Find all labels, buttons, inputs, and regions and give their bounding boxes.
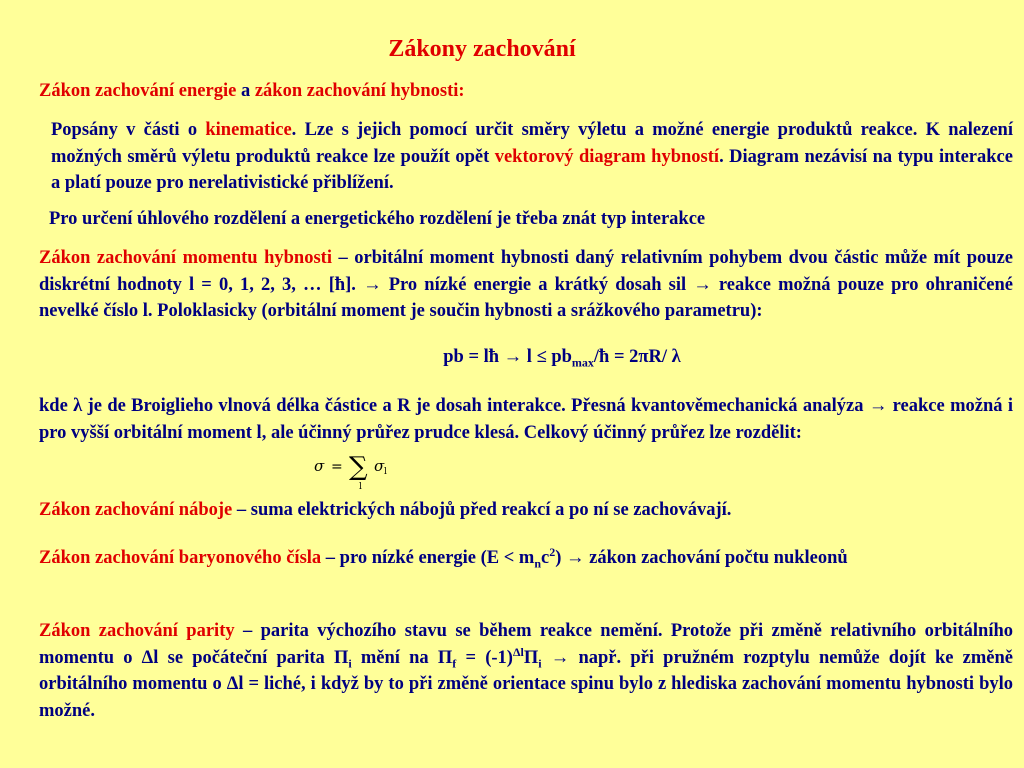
parity-sup-delta-l: Δl: [512, 644, 524, 659]
sigma-equals: =: [331, 459, 343, 475]
energy-connector: a: [236, 81, 255, 101]
parity-text-5: → např. při pružném rozptylu nemůže dojít ke změně orbitálního momentu o Δl = liché, i když by to při změně orientace spinu bylo z hlediska zachování momentu hybnosti bylo možné.: [39, 647, 1014, 721]
energy-law-label: Zákon zachování energie: [39, 81, 237, 101]
formula-pb-part-2: /ħ = 2πR/ λ: [593, 347, 681, 367]
sigma-rhs: σ: [374, 457, 385, 475]
charge-law-text: – suma elektrických nábojů před reakcí a po ní se zachovávají.: [232, 500, 732, 520]
parity-conservation-paragraph: [39, 618, 1013, 724]
parity-text-2: mění na Π: [351, 647, 453, 668]
parity-law-label: Zákon zachování parity: [39, 621, 235, 641]
baryon-text-3: ) → zákon zachování počtu nukleonů: [555, 548, 848, 568]
sigma-lhs: σ: [314, 457, 325, 475]
parity-text-1: – parita výchozího stavu se během reakce nemění. Protože při změně relativního orbitálního momentu o Δl se počáteční parita Π: [39, 621, 1013, 668]
baryon-superscript: 2: [549, 544, 556, 559]
angular-momentum-law-label: Zákon zachování momentu hybnosti: [39, 248, 332, 268]
baryon-text-1: – pro nízké energie (E < m: [321, 548, 535, 568]
energy-momentum-heading: [39, 79, 465, 103]
formula-pb-part-1: pb = lħ → l ≤ pb: [443, 347, 572, 367]
kinematics-text-3: . Diagram nezávisí na typu interakce a platí pouze pro nerelativistické přiblížení.: [51, 146, 1013, 193]
page-title: Zákony zachování: [388, 36, 576, 62]
angular-momentum-text: – orbitální moment hybnosti daný relativním pohybem dvou částic může mít pouze diskrétní hodnoty l = 0, 1, 2, 3, … [ħ]. → Pro nízké energie a krátký dosah sil → reakce možná pouze pro ohraničené nevelké číslo l. Poloklasicky (orbitální moment je součin hybnosti a srážkového parametru):: [39, 248, 1014, 321]
parity-text-3: = (-1): [456, 647, 513, 668]
charge-conservation-paragraph: [39, 497, 731, 523]
impact-parameter-formula: [0, 344, 1024, 370]
cross-section-sum-formula: [312, 452, 402, 492]
angular-distribution-note: Pro určení úhlového rozdělení a energetického rozdělení je třeba znát typ interakce: [49, 209, 706, 229]
parity-sub-i-1: i: [348, 656, 352, 671]
charge-law-label: Zákon zachování náboje: [39, 500, 233, 520]
vector-diagram-keyword: vektorový diagram hybností: [494, 146, 720, 167]
baryon-text-2: c: [541, 548, 550, 568]
momentum-law-label: zákon zachování hybnosti:: [254, 81, 465, 101]
parity-text-4: Π: [523, 647, 539, 668]
kinematics-paragraph: [51, 117, 1013, 197]
parity-sub-i-2: i: [538, 656, 542, 671]
baryon-conservation-paragraph: [39, 545, 1013, 572]
angular-momentum-paragraph: [39, 245, 1013, 325]
wavelength-paragraph: kde λ je de Broiglieho vlnová délka částice a R je dosah interakce. Přesná kvantověmechanická analýza → reakce možná i pro vyšší orbitální moment l, ale účinný průřez prudce klesá. Celkový účinný průřez lze rozdělit:: [39, 396, 1013, 443]
kinematics-keyword: kinematice: [205, 120, 292, 140]
baryon-law-label: Zákon zachování baryonového čísla: [39, 548, 322, 568]
baryon-subscript: n: [534, 556, 542, 571]
parity-sub-f: f: [452, 656, 457, 671]
formula-pb-subscript: max: [571, 355, 594, 370]
sum-symbol: ∑: [349, 452, 368, 482]
sum-index: l: [359, 482, 362, 492]
kinematics-text-1: Popsány v části o: [51, 120, 206, 140]
kinematics-text-2: . Lze s jejich pomocí určit směry výletu a možné energie produktů reakce. K nalezení možných směrů výletu produktů reakce lze použít opět: [51, 120, 1013, 167]
sigma-rhs-index: l: [384, 467, 387, 477]
